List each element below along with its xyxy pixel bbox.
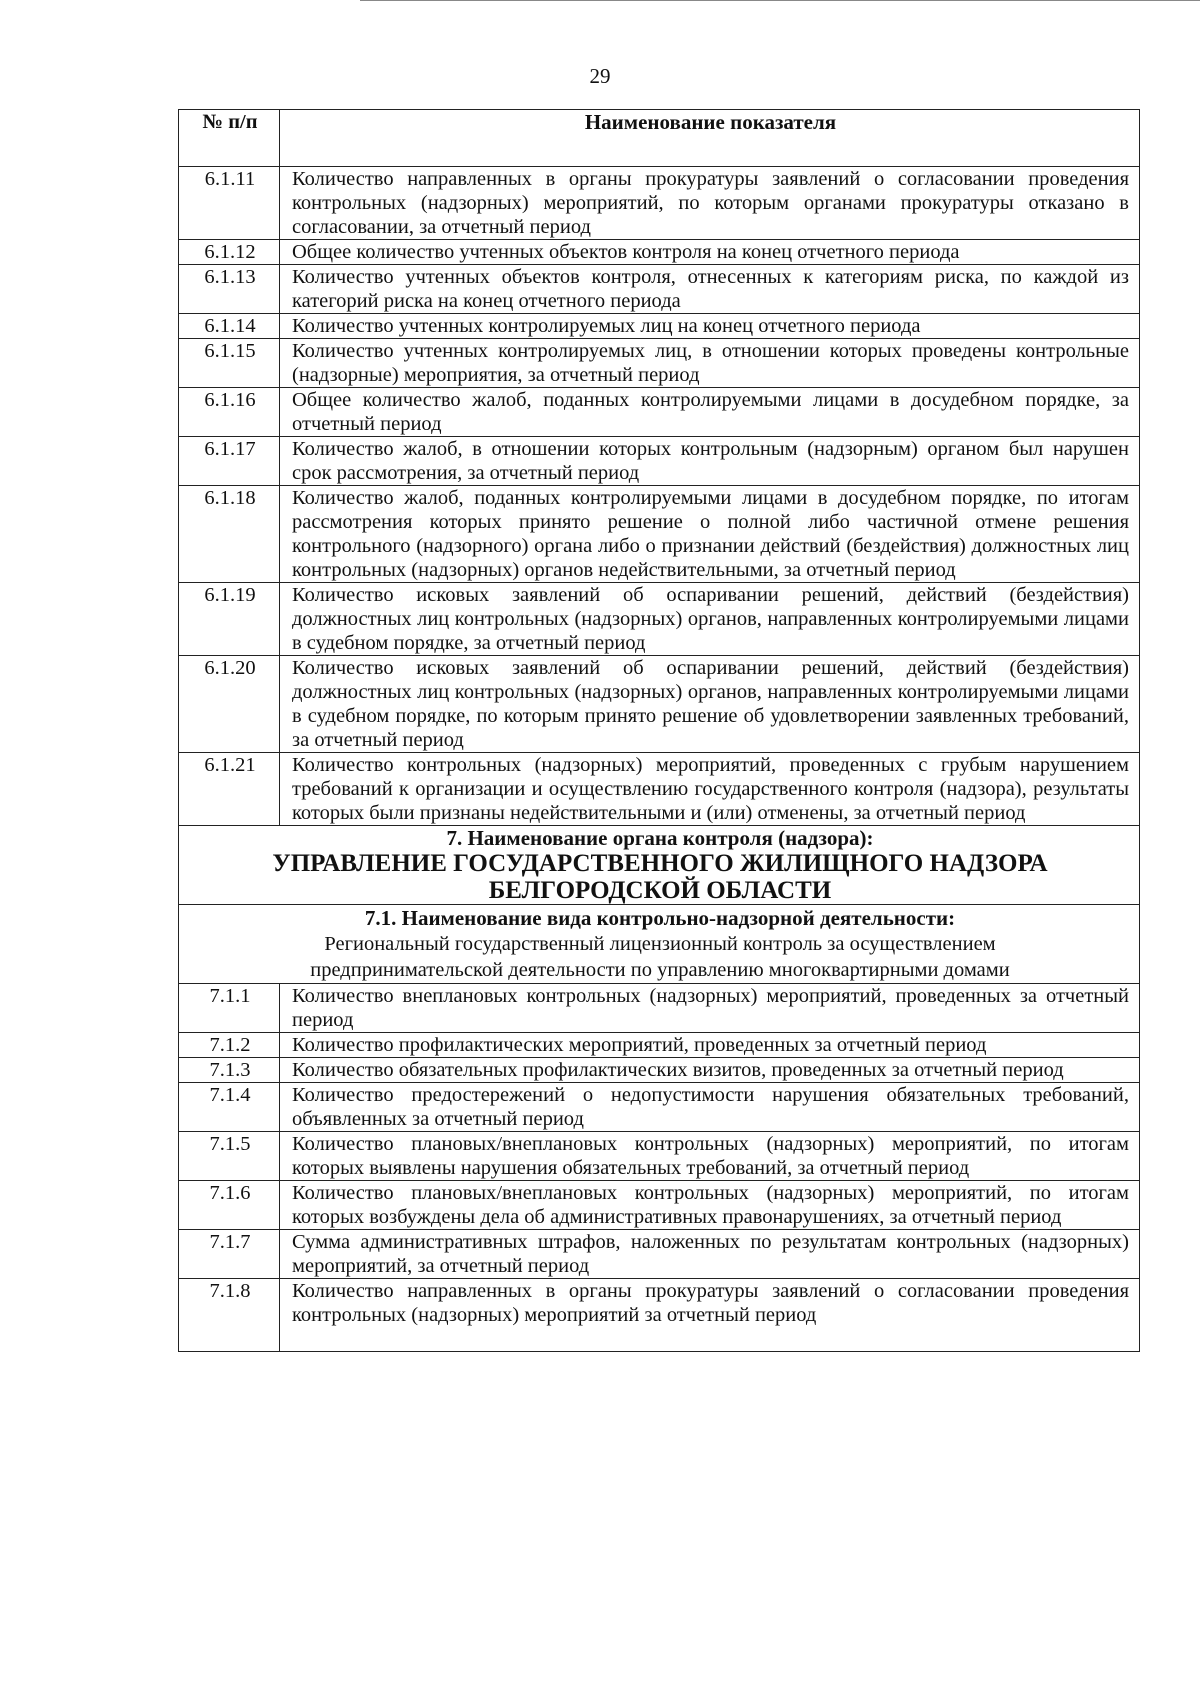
row-number: 7.1.1: [179, 984, 280, 1033]
row-number: 6.1.12: [179, 240, 280, 265]
table-row: [179, 583, 1140, 656]
row-number: 7.1.2: [179, 1033, 280, 1058]
indicator-name: Количество исковых заявлений об оспаривании решений, действий (бездействия) должностных лиц контрольных (надзорных) органов, направленных контролируемыми лицами в судебном порядке, за отчетный период: [280, 583, 1140, 656]
indicators-table: [178, 109, 1140, 1352]
row-number: 7.1.8: [179, 1279, 280, 1352]
row-number: 7.1.6: [179, 1181, 280, 1230]
table-row: [179, 486, 1140, 583]
indicator-name: Общее количество учтенных объектов контроля на конец отчетного периода: [280, 240, 1140, 265]
table-header-row: [179, 110, 1140, 167]
row-number: 6.1.19: [179, 583, 280, 656]
indicator-name: Количество профилактических мероприятий, проведенных за отчетный период: [280, 1033, 1140, 1058]
organ-name-line2: БЕЛГОРОДСКОЙ ОБЛАСТИ: [488, 877, 832, 904]
scan-edge-line: [360, 0, 1200, 1]
table-row: [179, 1033, 1140, 1058]
indicator-name: Количество предостережений о недопустимости нарушения обязательных требований, объявленных за отчетный период: [280, 1083, 1140, 1132]
indicator-name: Количество жалоб, в отношении которых контрольным (надзорным) органом был нарушен срок рассмотрения, за отчетный период: [280, 437, 1140, 486]
row-number: 6.1.18: [179, 486, 280, 583]
table-row: [179, 1181, 1140, 1230]
row-number: 6.1.17: [179, 437, 280, 486]
indicator-name: Количество плановых/внеплановых контрольных (надзорных) мероприятий, по итогам которых возбуждены дела об административных правонарушениях, за отчетный период: [280, 1181, 1140, 1230]
row-number: 6.1.11: [179, 167, 280, 240]
row-number: 6.1.20: [179, 656, 280, 753]
row-number: 6.1.13: [179, 265, 280, 314]
indicator-name: Количество направленных в органы прокуратуры заявлений о согласовании проведения контрольных (надзорных) мероприятий за отчетный период: [280, 1279, 1140, 1352]
indicator-name: Общее количество жалоб, поданных контролируемыми лицами в досудебном порядке, за отчетный период: [280, 388, 1140, 437]
table-row: [179, 437, 1140, 486]
row-number: 7.1.7: [179, 1230, 280, 1279]
table-row: [179, 388, 1140, 437]
indicator-name: Количество внеплановых контрольных (надзорных) мероприятий, проведенных за отчетный период: [280, 984, 1140, 1033]
section-7-title: 7. Наименование органа контроля (надзора):: [446, 826, 874, 850]
activity-type-line1: Региональный государственный лицензионный контроль за осуществлением: [324, 933, 996, 955]
row-number: 6.1.16: [179, 388, 280, 437]
table-row: [179, 265, 1140, 314]
section-7-row: [179, 826, 1140, 905]
table-row: [179, 753, 1140, 826]
indicator-name: Количество обязательных профилактических визитов, проведенных за отчетный период: [280, 1058, 1140, 1083]
indicator-name: Количество контрольных (надзорных) мероприятий, проведенных с грубым нарушением требований к организации и осуществлению государственного контроля (надзора), результаты которых были признаны недействительными и (или) отменены, за отчетный период: [280, 753, 1140, 826]
indicator-name: Количество учтенных объектов контроля, отнесенных к категориям риска, по каждой из категорий риска на конец отчетного периода: [280, 265, 1140, 314]
indicator-name: Количество исковых заявлений об оспаривании решений, действий (бездействия) должностных лиц контрольных (надзорных) органов, направленных контролируемыми лицами в судебном порядке, по которым принято решение об удовлетворении заявленных требований, за отчетный период: [280, 656, 1140, 753]
organ-name-line1: УПРАВЛЕНИЕ ГОСУДАРСТВЕННОГО ЖИЛИЩНОГО НАДЗОРА: [272, 850, 1048, 877]
page-number: 29: [589, 64, 611, 88]
indicator-name: Количество учтенных контролируемых лиц на конец отчетного периода: [280, 314, 1140, 339]
section-7-1-title: 7.1. Наименование вида контрольно-надзорной деятельности:: [364, 906, 956, 930]
indicator-name: Количество жалоб, поданных контролируемыми лицами в досудебном порядке, по итогам рассмотрения которых принято решение о полной либо частичной отмене решения контрольного (надзорного) органа либо о признании действий (бездействия) должностных лиц контрольных (надзорных) органов недействительными, за отчетный период: [280, 486, 1140, 583]
row-number: 7.1.4: [179, 1083, 280, 1132]
indicator-name: Сумма административных штрафов, наложенных по результатам контрольных (надзорных) мероприятий, за отчетный период: [280, 1230, 1140, 1279]
indicator-name: Количество учтенных контролируемых лиц, в отношении которых проведены контрольные (надзорные) мероприятия, за отчетный период: [280, 339, 1140, 388]
row-number: 7.1.3: [179, 1058, 280, 1083]
table-row: [179, 1132, 1140, 1181]
table-row: [179, 339, 1140, 388]
section-7-cell: [179, 826, 1140, 905]
rows-section-7-1: [179, 984, 1140, 1352]
row-number: 6.1.21: [179, 753, 280, 826]
row-number: 7.1.5: [179, 1132, 280, 1181]
section-7-1-row: [179, 905, 1140, 984]
section-7-1-cell: [179, 905, 1140, 984]
column-header-name: Наименование показателя: [280, 110, 1140, 167]
table-row: [179, 314, 1140, 339]
activity-type-line2: предпринимательской деятельности по управлению многоквартирными домами: [310, 959, 1010, 981]
row-number: 6.1.14: [179, 314, 280, 339]
table-row: [179, 1058, 1140, 1083]
table-row: [179, 1230, 1140, 1279]
table-row: [179, 240, 1140, 265]
row-number: 6.1.15: [179, 339, 280, 388]
table-row: [179, 1279, 1140, 1352]
indicator-name: Количество плановых/внеплановых контрольных (надзорных) мероприятий, по итогам которых выявлены нарушения обязательных требований, за отчетный период: [280, 1132, 1140, 1181]
rows-section-6: [179, 167, 1140, 826]
table-row: [179, 656, 1140, 753]
indicator-name: Количество направленных в органы прокуратуры заявлений о согласовании проведения контрольных (надзорных) мероприятий, по которым органами прокуратуры отказано в согласовании, за отчетный период: [280, 167, 1140, 240]
table-row: [179, 167, 1140, 240]
table-row: [179, 1083, 1140, 1132]
table-row: [179, 984, 1140, 1033]
column-header-number: № п/п: [179, 110, 280, 167]
